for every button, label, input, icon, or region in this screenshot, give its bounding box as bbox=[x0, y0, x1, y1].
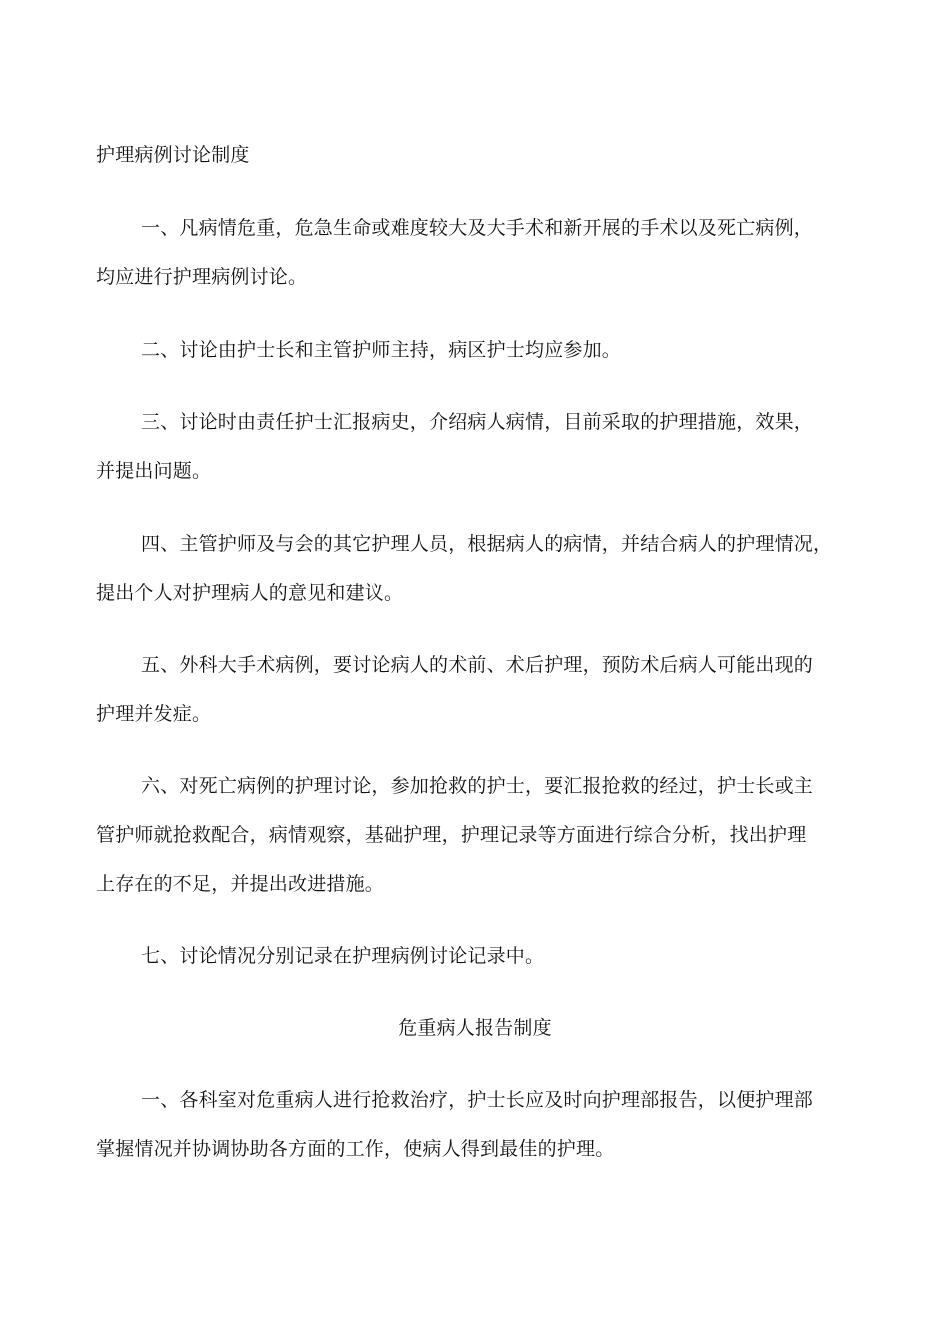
report-paragraph-1-line-1: 一、各科室对危重病人进行抢救治疗，护士长应及时向护理部报告，以便护理部 bbox=[141, 1089, 814, 1111]
paragraph-4-line-1: 四、主管护师及与会的其它护理人员，根据病人的病情，并结合病人的护理情况， bbox=[141, 533, 833, 555]
paragraph-3-line-1: 三、讨论时由责任护士汇报病史，介绍病人病情，目前采取的护理措施，效果， bbox=[141, 411, 814, 433]
section-title-critical-patient-report: 危重病人报告制度 bbox=[398, 1017, 552, 1039]
paragraph-4-line-2: 提出个人对护理病人的意见和建议。 bbox=[96, 582, 404, 604]
paragraph-6-line-2: 管护师就抢救配合，病情观察，基础护理，护理记录等方面进行综合分析，找出护理 bbox=[96, 824, 807, 846]
paragraph-5-line-1: 五、外科大手术病例，要讨论病人的术前、术后护理，预防术后病人可能出现的 bbox=[141, 654, 814, 676]
paragraph-6-line-1: 六、对死亡病例的护理讨论，参加抢救的护士，要汇报抢救的经过，护士长或主 bbox=[141, 775, 814, 797]
paragraph-2-line-1: 二、讨论由护士长和主管护师主持，病区护士均应参加。 bbox=[141, 339, 622, 361]
paragraph-1-line-2: 均应进行护理病例讨论。 bbox=[96, 266, 308, 288]
report-paragraph-1-line-2: 掌握情况并协调协助各方面的工作，使病人得到最佳的护理。 bbox=[96, 1138, 615, 1160]
paragraph-3-line-2: 并提出问题。 bbox=[96, 460, 212, 482]
paragraph-7-line-1: 七、讨论情况分别记录在护理病例讨论记录中。 bbox=[141, 945, 545, 967]
paragraph-5-line-2: 护理并发症。 bbox=[96, 703, 212, 725]
paragraph-1-line-1: 一、凡病情危重，危急生命或难度较大及大手术和新开展的手术以及死亡病例， bbox=[141, 217, 814, 239]
paragraph-6-line-3: 上存在的不足，并提出改进措施。 bbox=[96, 873, 385, 895]
section-title-nursing-case-discussion: 护理病例讨论制度 bbox=[96, 144, 250, 166]
